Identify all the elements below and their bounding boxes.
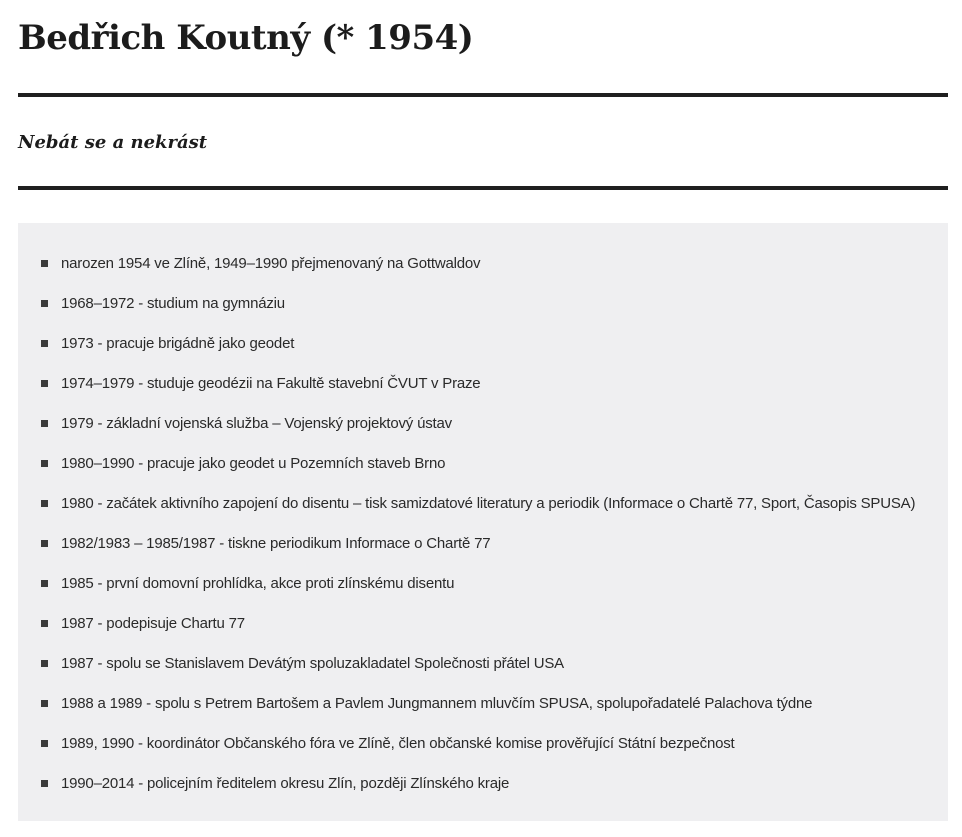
list-item xyxy=(18,653,948,693)
list-item-text: 1974–1979 - studuje geodézii na Fakultě stavební ČVUT v Praze xyxy=(61,375,481,392)
list-item-text: 1987 - spolu se Stanislavem Devátým spoluzakladatel Společnosti přátel USA xyxy=(61,655,564,672)
list-item-text: 1980–1990 - pracuje jako geodet u Pozemních staveb Brno xyxy=(61,455,446,472)
bullet-icon xyxy=(41,340,48,347)
list-item xyxy=(18,333,948,373)
list-item xyxy=(18,453,948,493)
list-item-text: narozen 1954 ve Zlíně, 1949–1990 přejmenovaný na Gottwaldov xyxy=(61,255,481,272)
biography-box xyxy=(18,223,948,821)
bullet-icon xyxy=(41,700,48,707)
list-item-text: 1979 - základní vojenská služba – Vojenský projektový ústav xyxy=(61,415,452,432)
list-item-text: 1968–1972 - studium na gymnáziu xyxy=(61,295,285,312)
list-item-text: 1985 - první domovní prohlídka, akce proti zlínskému disentu xyxy=(61,575,455,592)
bullet-icon xyxy=(41,740,48,747)
divider-bottom xyxy=(18,186,948,190)
biography-list xyxy=(18,253,948,813)
list-item xyxy=(18,253,948,293)
bullet-icon xyxy=(41,580,48,587)
bullet-icon xyxy=(41,300,48,307)
page-subtitle: Nebát se a nekrást xyxy=(18,132,208,153)
list-item-text: 1980 - začátek aktivního zapojení do disentu – tisk samizdatové literatury a periodik (Informace o Chartě 77, Sport, Časopis SPUSA) xyxy=(61,495,916,512)
bullet-icon xyxy=(41,460,48,467)
list-item-text: 1990–2014 - policejním ředitelem okresu Zlín, později Zlínského kraje xyxy=(61,775,510,792)
list-item xyxy=(18,413,948,453)
list-item-text: 1987 - podepisuje Chartu 77 xyxy=(61,615,245,632)
bullet-icon xyxy=(41,380,48,387)
divider-top xyxy=(18,93,948,97)
list-item xyxy=(18,613,948,653)
bullet-icon xyxy=(41,660,48,667)
page-title: Bedřich Koutný (* 1954) xyxy=(18,18,474,58)
list-item xyxy=(18,693,948,733)
bullet-icon xyxy=(41,540,48,547)
list-item xyxy=(18,773,948,813)
list-item xyxy=(18,533,948,573)
list-item xyxy=(18,573,948,613)
bullet-icon xyxy=(41,780,48,787)
list-item xyxy=(18,733,948,773)
list-item xyxy=(18,293,948,333)
list-item-text: 1982/1983 – 1985/1987 - tiskne periodikum Informace o Chartě 77 xyxy=(61,535,491,552)
bullet-icon xyxy=(41,420,48,427)
list-item xyxy=(18,373,948,413)
list-item-text: 1988 a 1989 - spolu s Petrem Bartošem a Pavlem Jungmannem mluvčím SPUSA, spolupořadatelé Palachova týdne xyxy=(61,695,813,712)
list-item-text: 1989, 1990 - koordinátor Občanského fóra ve Zlíně, člen občanské komise prověřující Státní bezpečnost xyxy=(61,735,735,752)
bullet-icon xyxy=(41,620,48,627)
bullet-icon xyxy=(41,260,48,267)
list-item xyxy=(18,493,948,533)
list-item-text: 1973 - pracuje brigádně jako geodet xyxy=(61,335,295,352)
bullet-icon xyxy=(41,500,48,507)
